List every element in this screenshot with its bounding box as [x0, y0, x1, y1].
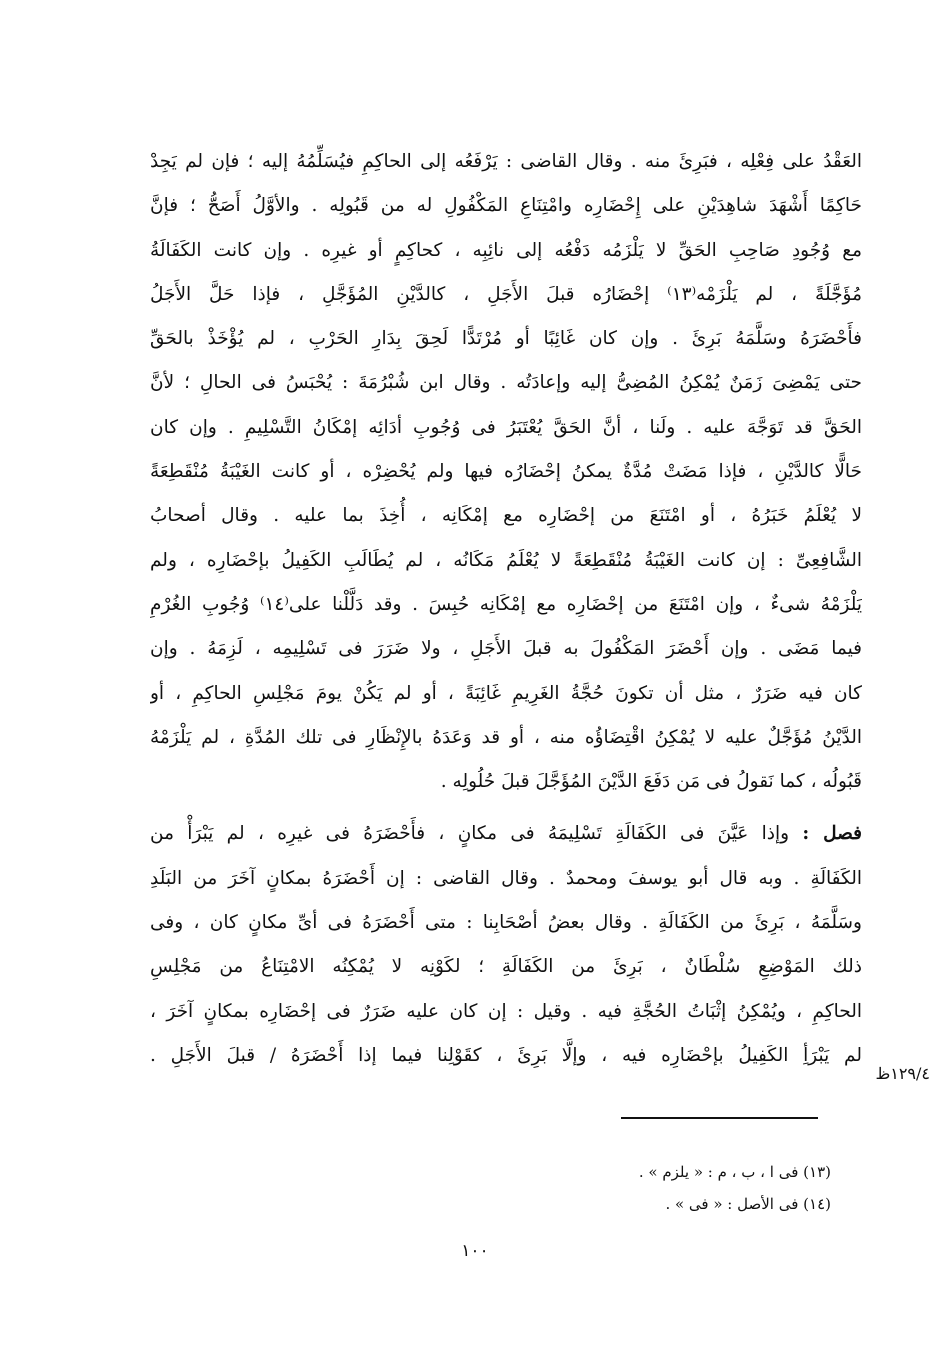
text-line: حَالًّا كالدَّيْنِ ، فإذا مَضَتْ مُدَّةٌ يمكنُ إحْضَارُه فيها ولم يُحْضِرْه ، أو كانت الغَيْبَةُ مُنْقَطِعَةً	[150, 461, 862, 483]
text-line: فيما مَضَى . وإن أَحْضَرَ المَكْفُولَ به قبلَ الأَجَلِ ، ولا ضَرَرَ فى تَسْلِيمِه ، لَزِمَهُ . وإن	[150, 638, 862, 660]
main-text-block	[150, 140, 862, 1078]
fasl-heading: فصل :	[802, 823, 862, 845]
text-line: العَقْدُ على فِعْلِه ، فبَرِئَ منه . وقال القاضى : يَرْفَعُه إلى الحاكِمِ فيُسَلِّمُهُ إليه ؛ فإن لم يَجِدْ	[150, 151, 862, 172]
text-line: الشَّافِعِىِّ : إن كانت الغَيْبَةُ مُنْقَطِعَةً لا يُعْلَمُ مَكَانُه ، لم يُطَالَبِ الكَفِيلُ بإحْضَارِه ، ولم	[150, 549, 862, 571]
text-line: ذلك المَوْضِعِ سُلْطَانٌ ، بَرِئَ من الكَفَالَةِ ؛ لكَوْنِه لا يُمْكِنُه الامْتِنَاعُ من مَجْلِسِ	[150, 956, 862, 978]
fasl-line-text: وإذا عَيَّنَ فى الكَفَالَةِ تَسْلِيمَهُ فى مكانٍ ، فأَحْضَرَهُ فى غيرِه ، لم يَبْرَأْ من	[150, 823, 790, 845]
text-line: فأَحْضَرَهُ وسَلَّمَهُ بَرِئَ . وإن كان غَائِبًا أو مُرْتَدًّا لَحِقَ بِدَارِ الحَرْبِ ، لم يُؤْخَذْ بالحَقِّ	[150, 328, 862, 350]
footnote: (١٣) فى ا ، ب ، م : « يلزم » .	[638, 1163, 831, 1181]
text-line: لم يَبْرَأِ الكَفِيلُ بإحْضَارِه فيه ، وإلَّا بَرِئَ ، كقَوْلِنا فيما إذا أَحْضَرَهُ / قبلَ الأَجَلِ .	[150, 1044, 862, 1066]
text-line-paragraph-end: قَبُولُه ، كما نَقولُ فى مَن دَفَعَ الدَّيْنَ المُؤَجَّلَ قبلَ حُلُولِه .	[440, 771, 862, 793]
text-line: الحاكِمِ ، ويُمْكِنُ إثْبَاتُ الحُجَّةِ فيه . وقيل : إن كان عليه ضَرَرٌ فى إحْضَارِه بمكانٍ آخَرَ ،	[150, 1000, 862, 1022]
text-line: مُؤَجَّلَةً ، لم يَلْزَمْه⁽١٣⁾ إحْضَارُه قبلَ الأَجَلِ ، كالدَّيْنِ المُؤَجَّلِ ، فإذا حَلَّ الأَجَلُ	[150, 283, 862, 305]
text-line: يَلْزَمْهُ شىءٌ ، وإن امْتَنَعَ من إحْضَارِه مع إمْكَانِه حُبِسَ . وقد دَلَّلْنا على⁽١٤⁾ وُجُوبِ الغُرْمِ	[150, 593, 862, 615]
text-line: لا يُعْلَمُ خَبَرُهُ ، أو امْتَنَعَ من إحْضَارِه مع إمْكَانِه ، أُخِذَ بما عليه . وقال أصحابُ	[150, 505, 862, 527]
footnote-divider	[621, 1117, 818, 1119]
text-line: الكَفَالَةِ . وبه قال أبو يوسفَ ومحمدٌ . وقال القاضى : إن أَحْضَرَهُ بمكانٍ آخَرَ من البَلَدِ	[150, 867, 862, 889]
text-line: الدَّيْنُ مُؤَجَّلٌ عليه لا يُمْكِنُ اقْتِضَاؤُه منه ، أو قد وَعَدَهُ بالإِنْظَارِ فى تلك المُدَّةِ ، لم يَلْزَمْهُ	[150, 726, 862, 748]
page-number: ١٠٠	[461, 1241, 489, 1261]
fasl-first-line	[150, 812, 862, 856]
text-line: الحَقَّ قد تَوَجَّهَ عليه . ولَنا ، أنَّ الحَقَّ يُعْتَبَرُ فى وُجُوبِ أدَائِه إمْكَانُ التَّسْلِيمِ . وإن كان	[150, 416, 862, 438]
text-line: وسَلَّمَهُ ، بَرِئَ من الكَفَالَةِ . وقال بعضُ أصْحَابِنا : متى أَحْضَرَهُ فى أىِّ مكانٍ كان ، وفى	[150, 912, 862, 934]
text-line: مع وُجُودِ صَاحِبِ الحَقِّ لا يَلْزَمُه دَفْعُه إلى نائِبِه ، كحاكِمٍ أو غيرِه . وإن كانت الكَفَالَةُ	[150, 239, 862, 261]
footnote: (١٤) فى الأصل : « فى » .	[665, 1195, 831, 1213]
text-line: حَاكِمًا أَشْهَدَ شاهِدَيْنِ على إِحْضَارِه وامْتِنَاعِ المَكْفُولِ له من قَبُولِه . والأوَّلُ أَصَحُّ ؛ فإنَّ	[150, 195, 862, 217]
footnotes-block	[560, 1156, 831, 1220]
text-line: حتى يَمْضِىَ زَمَنٌ يُمْكِنُ المُضِىُّ إليه وإعادَتُه . وقال ابن شُبْرُمَةَ : يُحْبَسُ فى الحالِ ؛ لأنَّ	[150, 372, 862, 394]
margin-page-reference: ١٢٩/٤ظ	[875, 1064, 930, 1083]
text-line: كان فيه ضَرَرٌ ، مثل أن تكونَ حُجَّةُ الغَرِيمِ غَائِبَةً ، أو لم يَكُنْ يومَ مَجْلِسِ الحاكِمِ ، أو	[150, 682, 862, 704]
